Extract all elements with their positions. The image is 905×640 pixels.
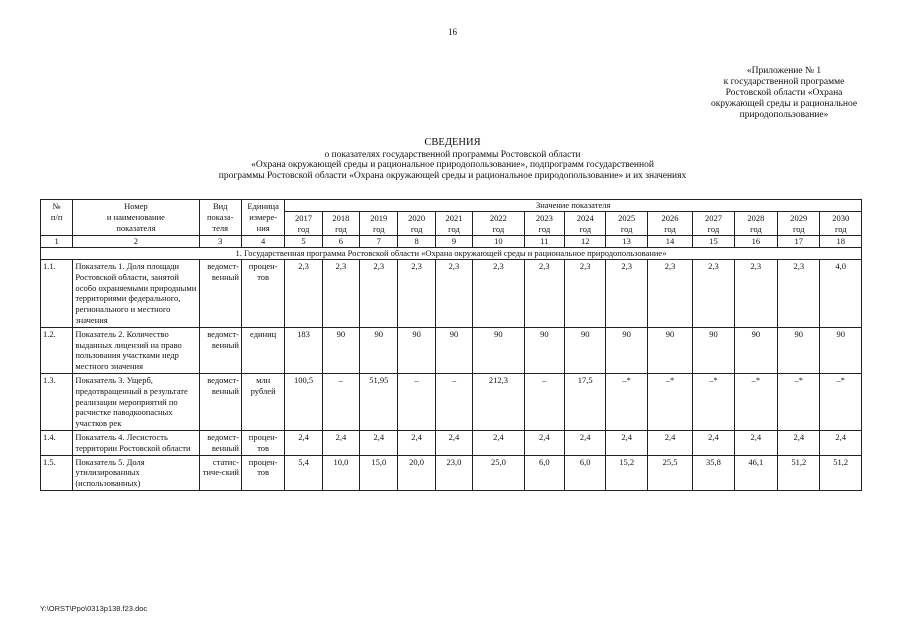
column-number: 8 <box>398 236 435 248</box>
indicator-value: 35,8 <box>693 455 734 490</box>
appendix-line: природопользование» <box>739 110 829 120</box>
indicator-kind: ведомст-венный <box>199 373 241 430</box>
indicator-value: 212,3 <box>473 373 525 430</box>
indicator-value: 90 <box>734 327 777 373</box>
indicator-value: 2,3 <box>360 259 398 327</box>
header-year: 2026 год <box>647 211 692 236</box>
column-number: 17 <box>778 236 820 248</box>
header-year: 2024 год <box>565 211 606 236</box>
header-year: 2019 год <box>360 211 398 236</box>
column-number: 5 <box>285 236 322 248</box>
document-heading <box>140 138 765 181</box>
header-year: 2018 год <box>322 211 359 236</box>
indicator-name: Показатель 5. Доля утилизированных (использованных) <box>73 455 199 490</box>
indicator-value: 2,3 <box>734 259 777 327</box>
column-numbers-row <box>41 236 862 248</box>
indicator-value: 2,4 <box>734 430 777 455</box>
indicator-value: 90 <box>322 327 359 373</box>
indicator-value: 90 <box>693 327 734 373</box>
header-number: № п/п <box>41 200 73 236</box>
indicator-value: 90 <box>820 327 862 373</box>
indicator-value: 2,4 <box>647 430 692 455</box>
indicator-value: 90 <box>524 327 564 373</box>
header-year: 2017 год <box>285 211 322 236</box>
table-row <box>41 455 862 490</box>
indicator-value: 90 <box>398 327 435 373</box>
header-unit: Единица измере- ния <box>241 200 284 236</box>
column-number: 1 <box>41 236 73 248</box>
indicator-value: 2,4 <box>778 430 820 455</box>
indicator-value: 90 <box>606 327 647 373</box>
indicators-table <box>40 199 862 491</box>
indicator-unit: процен-тов <box>241 455 284 490</box>
indicator-value: 10,0 <box>322 455 359 490</box>
indicator-value: 2,3 <box>565 259 606 327</box>
column-number: 4 <box>241 236 284 248</box>
indicator-value: 2,3 <box>473 259 525 327</box>
appendix-line: к государственной программе <box>723 77 845 87</box>
row-index: 1.4. <box>41 430 73 455</box>
indicator-value: – <box>435 373 472 430</box>
appendix-note <box>664 66 904 121</box>
indicator-name: Показатель 2. Количество выданных лицензий на право пользования участками недр местного значения <box>73 327 199 373</box>
indicator-value: 15,0 <box>360 455 398 490</box>
column-number: 9 <box>435 236 472 248</box>
indicators-table-container <box>40 199 862 593</box>
header-name: Номер и наименование показателя <box>73 200 199 236</box>
column-number: 10 <box>473 236 525 248</box>
row-index: 1.1. <box>41 259 73 327</box>
indicator-value: 2,4 <box>565 430 606 455</box>
indicator-name: Показатель 4. Лесистость территории Ростовской области <box>73 430 199 455</box>
column-number: 6 <box>322 236 359 248</box>
indicator-value: 25,0 <box>473 455 525 490</box>
indicator-value: 2,3 <box>322 259 359 327</box>
row-index: 1.3. <box>41 373 73 430</box>
table-row <box>41 327 862 373</box>
indicator-value: –* <box>693 373 734 430</box>
indicator-value: 51,95 <box>360 373 398 430</box>
appendix-line: «Приложение № 1 <box>746 66 822 76</box>
indicator-kind: статис-тиче-ский <box>199 455 241 490</box>
indicator-value: 2,4 <box>820 430 862 455</box>
indicator-value: 2,3 <box>435 259 472 327</box>
column-number: 3 <box>199 236 241 248</box>
indicator-value: 51,2 <box>778 455 820 490</box>
indicator-value: 2,4 <box>435 430 472 455</box>
header-kind: Вид показа- теля <box>199 200 241 236</box>
column-number: 2 <box>73 236 199 248</box>
indicator-value: 2,4 <box>693 430 734 455</box>
indicator-value: 2,4 <box>398 430 435 455</box>
column-number: 7 <box>360 236 398 248</box>
indicator-value: 90 <box>473 327 525 373</box>
indicator-value: 2,4 <box>524 430 564 455</box>
indicator-value: – <box>398 373 435 430</box>
indicator-unit: процен-тов <box>241 430 284 455</box>
header-year: 2028 год <box>734 211 777 236</box>
indicator-value: 90 <box>778 327 820 373</box>
indicator-value: 25,5 <box>647 455 692 490</box>
column-number: 12 <box>565 236 606 248</box>
indicator-value: 90 <box>565 327 606 373</box>
indicator-value: 20,0 <box>398 455 435 490</box>
header-year: 2027 год <box>693 211 734 236</box>
indicator-value: 6,0 <box>565 455 606 490</box>
header-year: 2023 год <box>524 211 564 236</box>
section-row <box>41 248 862 260</box>
indicator-value: –* <box>606 373 647 430</box>
table-row <box>41 373 862 430</box>
heading-line: программы Ростовской области «Охрана окружающей среды и рациональное природопользование» и их значениях <box>218 170 687 181</box>
indicator-value: 4,0 <box>820 259 862 327</box>
indicator-value: – <box>524 373 564 430</box>
indicator-value: 2,4 <box>606 430 647 455</box>
indicator-value: 2,4 <box>285 430 322 455</box>
header-year: 2022 год <box>473 211 525 236</box>
indicator-value: 2,3 <box>693 259 734 327</box>
indicator-kind: ведомст-венный <box>199 327 241 373</box>
file-path-footer: Y:\ORST\Ppo\0313p138.f23.doc <box>40 604 148 613</box>
heading-line: «Охрана окружающей среды и рациональное природопользование», подпрограмм государственной <box>251 160 654 170</box>
indicator-unit: процен-тов <box>241 259 284 327</box>
indicator-unit: единиц <box>241 327 284 373</box>
table-row <box>41 259 862 327</box>
indicator-name: Показатель 1. Доля площади Ростовской области, занятой особо охраняемыми природными территориями федерального, регионального и местного значения <box>73 259 199 327</box>
indicator-value: 17,5 <box>565 373 606 430</box>
indicator-value: 2,3 <box>647 259 692 327</box>
indicator-value: –* <box>820 373 862 430</box>
indicator-unit: млн рублей <box>241 373 284 430</box>
heading-title: СВЕДЕНИЯ <box>424 137 481 148</box>
page-number: 16 <box>448 27 457 37</box>
indicator-value: 2,3 <box>778 259 820 327</box>
indicator-value: –* <box>778 373 820 430</box>
indicator-value: 2,3 <box>285 259 322 327</box>
indicator-value: 23,0 <box>435 455 472 490</box>
header-year: 2030 год <box>820 211 862 236</box>
header-values-group: Значение показателя <box>285 200 862 212</box>
header-year: 2029 год <box>778 211 820 236</box>
appendix-line: окружающей среды и рациональное <box>710 99 858 109</box>
indicator-kind: ведомст-венный <box>199 430 241 455</box>
indicator-kind: ведомст-венный <box>199 259 241 327</box>
indicator-value: –* <box>647 373 692 430</box>
column-number: 18 <box>820 236 862 248</box>
header-year: 2021 год <box>435 211 472 236</box>
row-index: 1.5. <box>41 455 73 490</box>
section-title: 1. Государственная программа Ростовской области «Охрана окружающей среды и рациональное природопользование» <box>41 248 862 260</box>
indicator-value: 5,4 <box>285 455 322 490</box>
indicator-value: 6,0 <box>524 455 564 490</box>
indicator-value: 2,4 <box>473 430 525 455</box>
indicator-value: 51,2 <box>820 455 862 490</box>
column-number: 11 <box>524 236 564 248</box>
indicator-value: 15,2 <box>606 455 647 490</box>
header-year: 2020 год <box>398 211 435 236</box>
indicator-value: 183 <box>285 327 322 373</box>
row-index: 1.2. <box>41 327 73 373</box>
indicator-value: – <box>322 373 359 430</box>
indicator-value: –* <box>734 373 777 430</box>
table-row <box>41 430 862 455</box>
indicator-value: 2,3 <box>398 259 435 327</box>
indicator-value: 2,3 <box>606 259 647 327</box>
indicator-value: 46,1 <box>734 455 777 490</box>
indicator-value: 90 <box>435 327 472 373</box>
appendix-line: Ростовской области «Охрана <box>725 88 843 98</box>
header-year: 2025 год <box>606 211 647 236</box>
indicator-value: 2,4 <box>360 430 398 455</box>
indicator-value: 2,4 <box>322 430 359 455</box>
column-number: 14 <box>647 236 692 248</box>
header-row <box>41 200 862 212</box>
column-number: 16 <box>734 236 777 248</box>
indicator-value: 100,5 <box>285 373 322 430</box>
column-number: 15 <box>693 236 734 248</box>
indicator-value: 90 <box>360 327 398 373</box>
heading-line: о показателях государственной программы Ростовской области <box>324 149 581 160</box>
column-number: 13 <box>606 236 647 248</box>
indicator-name: Показатель 3. Ущерб, предотвращенный в результате реализации мероприятий по расчистке паводкоопасных участков рек <box>73 373 199 430</box>
indicator-value: 2,3 <box>524 259 564 327</box>
indicator-value: 90 <box>647 327 692 373</box>
